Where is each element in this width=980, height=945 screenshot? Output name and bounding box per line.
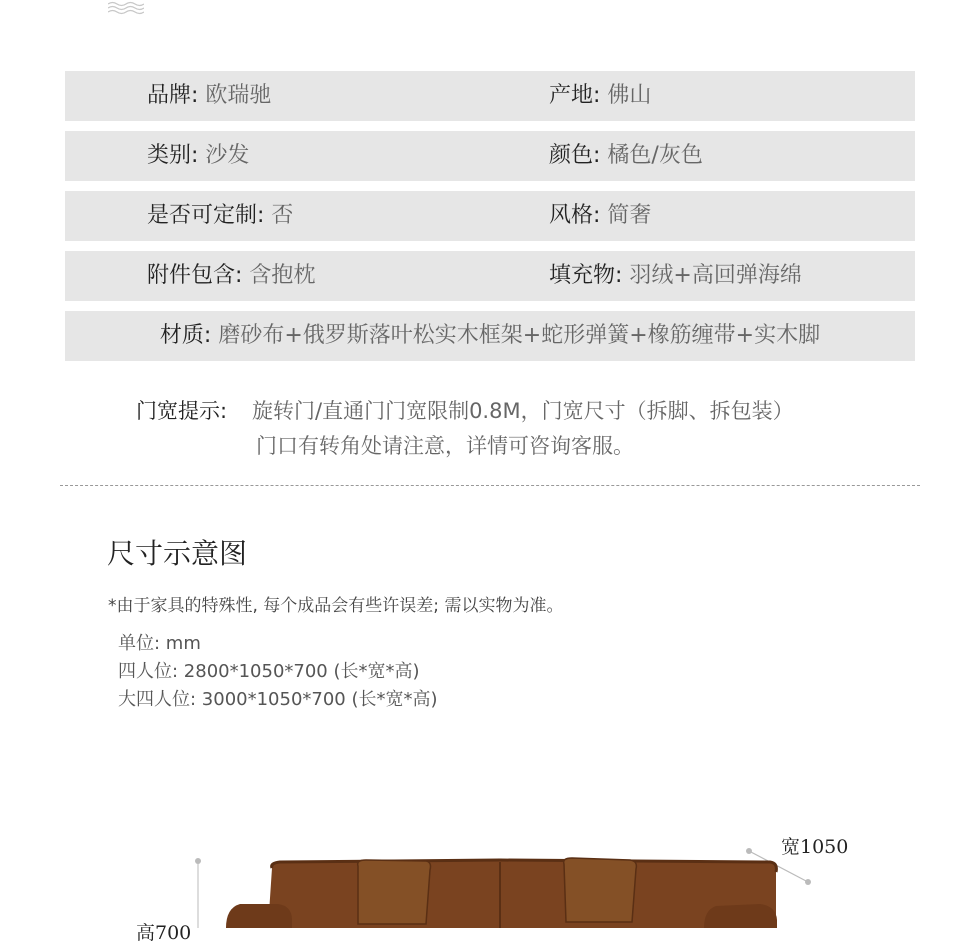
spec-value: 沙发 bbox=[205, 143, 250, 168]
spec-customizable bbox=[147, 191, 293, 241]
sofa-back bbox=[268, 860, 776, 928]
spec-origin bbox=[549, 71, 651, 121]
spec-brand bbox=[147, 71, 271, 121]
spec-filling bbox=[549, 251, 802, 301]
spec-label: 颜色: bbox=[549, 143, 601, 168]
spec-value: 磨砂布+俄罗斯落叶松实木框架+蛇形弹簧+橡筋缠带+实木脚 bbox=[218, 323, 821, 348]
spec-row-brand bbox=[65, 71, 915, 121]
spec-category bbox=[147, 131, 249, 181]
sofa-left-arm bbox=[226, 904, 292, 928]
spec-color bbox=[549, 131, 703, 181]
spec-row-accessories bbox=[65, 251, 915, 301]
tolerance-note: *由于家具的特殊性, 每个成品会有些许误差; 需以实物为准。 bbox=[108, 596, 564, 616]
spec-value: 简奢 bbox=[607, 203, 652, 228]
wave-lines-icon bbox=[108, 0, 144, 19]
door-notice-line1: 旋转门/直通门门宽限制0.8M，门宽尺寸（拆脚、拆包装） bbox=[252, 399, 794, 423]
size-big-four-seat: 大四人位: 3000*1050*700 (长*宽*高) bbox=[118, 689, 438, 710]
spec-label: 类别: bbox=[147, 143, 199, 168]
spec-label: 风格: bbox=[549, 203, 601, 228]
spec-label: 品牌: bbox=[147, 83, 199, 108]
height-dimension-dot bbox=[195, 858, 201, 864]
spec-row-custom bbox=[65, 191, 915, 241]
spec-label: 填充物: bbox=[549, 263, 623, 288]
spec-row-category bbox=[65, 131, 915, 181]
width-label: 宽1050 bbox=[781, 836, 849, 858]
width-dimension-dot-end bbox=[805, 879, 811, 885]
door-notice-line2: 门口有转角处请注意，详情可咨询客服。 bbox=[256, 434, 634, 458]
sofa-pillow-right bbox=[564, 858, 637, 922]
spec-value: 佛山 bbox=[607, 83, 652, 108]
door-notice-label: 门宽提示: bbox=[136, 399, 228, 423]
spec-value: 橘色/灰色 bbox=[607, 143, 703, 168]
size-four-seat: 四人位: 2800*1050*700 (长*宽*高) bbox=[118, 661, 420, 682]
height-label: 高700 bbox=[136, 922, 192, 944]
spec-value: 否 bbox=[271, 203, 294, 228]
section-divider bbox=[60, 485, 920, 486]
sofa-right-arm bbox=[704, 904, 777, 928]
spec-style bbox=[549, 191, 651, 241]
spec-label: 是否可定制: bbox=[147, 203, 265, 228]
spec-value: 欧瑞驰 bbox=[205, 83, 272, 108]
sofa-pillow-left bbox=[358, 860, 431, 924]
spec-label: 产地: bbox=[549, 83, 601, 108]
section-title: 尺寸示意图 bbox=[107, 537, 248, 570]
spec-row-material bbox=[65, 311, 915, 361]
spec-value: 含抱枕 bbox=[249, 263, 316, 288]
width-dimension-dot-start bbox=[746, 848, 752, 854]
unit-text: 单位: mm bbox=[118, 633, 201, 654]
spec-label: 材质: bbox=[159, 323, 212, 348]
spec-material bbox=[65, 311, 915, 361]
spec-value: 羽绒+高回弹海绵 bbox=[629, 263, 802, 288]
spec-label: 附件包含: bbox=[147, 263, 243, 288]
sofa-diagram bbox=[0, 820, 980, 944]
spec-accessories bbox=[147, 251, 315, 301]
